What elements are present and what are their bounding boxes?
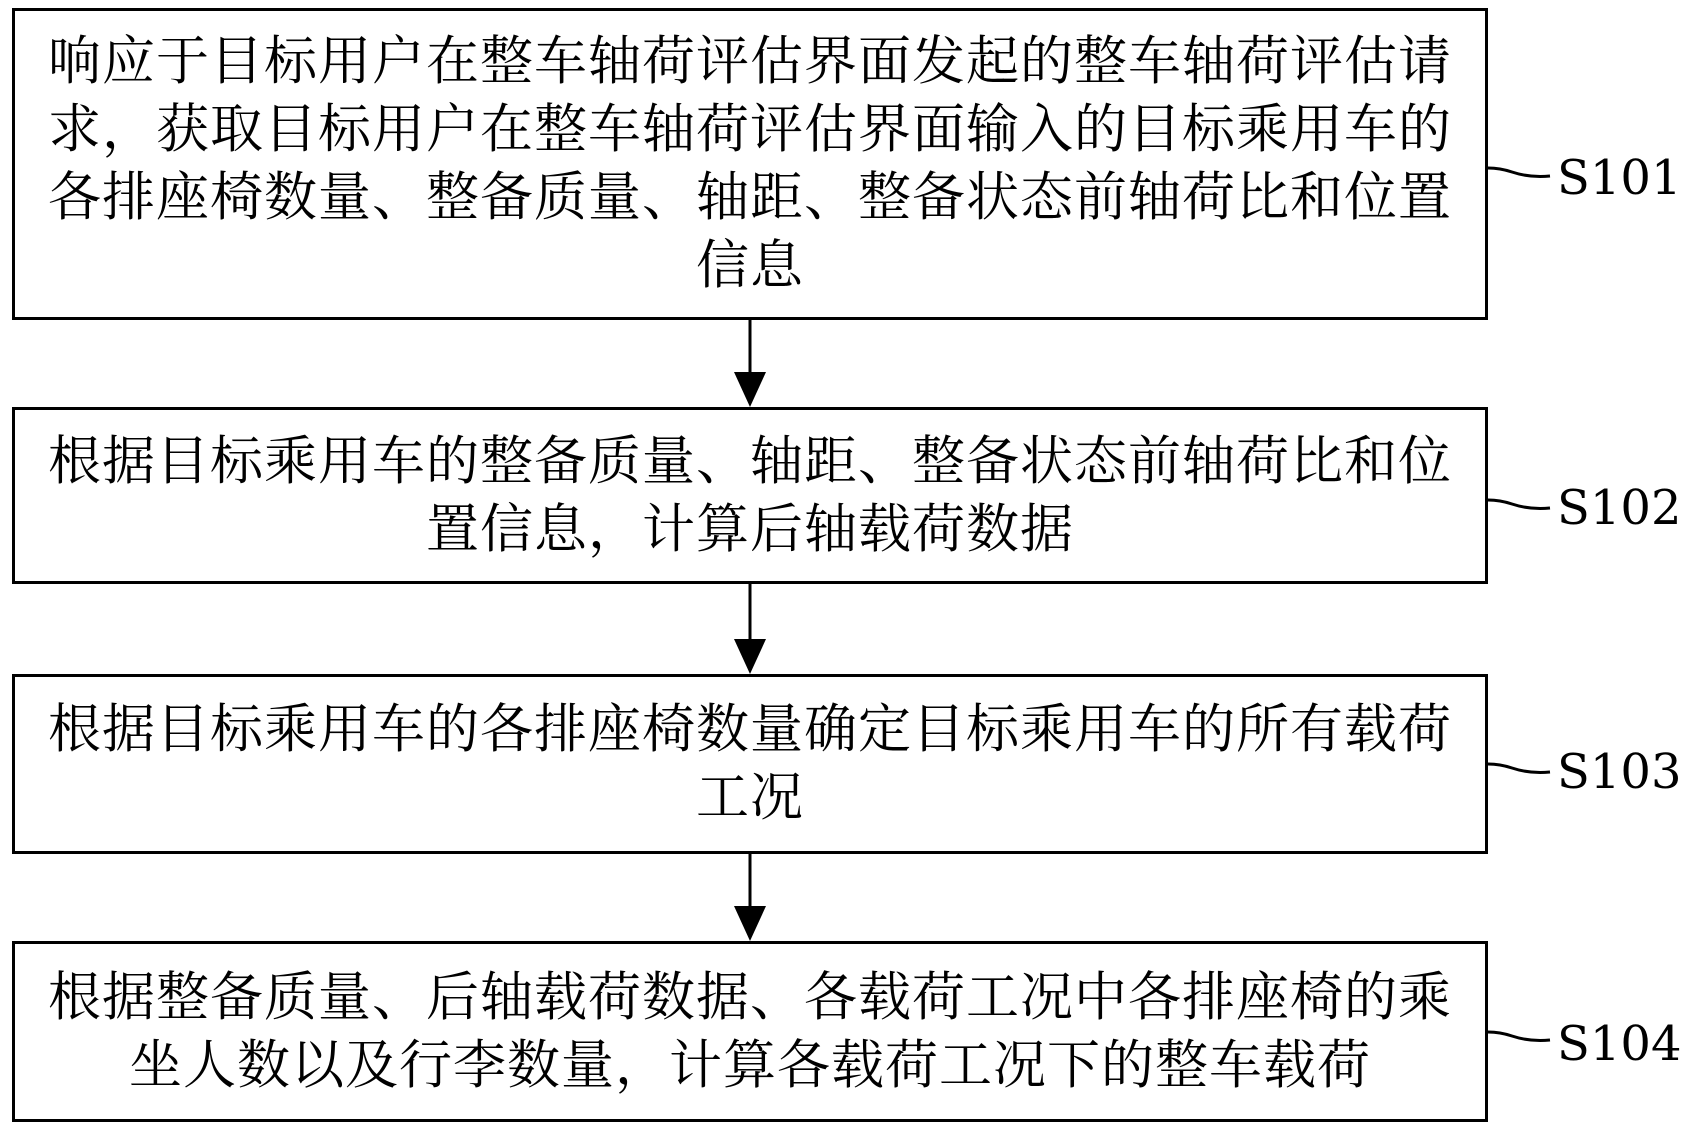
step-label-s103: S103	[1557, 744, 1681, 800]
step-box-s101	[12, 8, 1488, 320]
step-label-s101: S101	[1557, 150, 1681, 206]
step-box-s104	[12, 941, 1488, 1122]
step-box-s102	[12, 407, 1488, 584]
step-text-s102: 根据目标乘用车的整备质量、轴距、整备状态前轴荷比和位置信息，计算后轴载荷数据	[48, 430, 1452, 560]
leader-line-s103	[1488, 764, 1550, 773]
leader-line-s102	[1488, 500, 1550, 509]
step-box-s103	[12, 674, 1488, 854]
step-label-s104: S104	[1557, 1016, 1681, 1072]
flow-arrow-s103-s104	[734, 854, 766, 941]
flow-arrow-s101-s102	[734, 320, 766, 407]
step-text-s101: 响应于目标用户在整车轴荷评估界面发起的整车轴荷评估请求，获取目标用户在整车轴荷评估界面输入的目标乘用车的各排座椅数量、整备质量、轴距、整备状态前轴荷比和位置信息	[48, 31, 1452, 296]
step-label-s102: S102	[1557, 480, 1681, 536]
leader-line-s101	[1488, 168, 1550, 177]
leader-line-s104	[1488, 1032, 1550, 1041]
flow-arrow-s102-s103	[734, 584, 766, 674]
step-text-s103: 根据目标乘用车的各排座椅数量确定目标乘用车的所有载荷工况	[48, 699, 1452, 828]
step-text-s104: 根据整备质量、后轴载荷数据、各载荷工况中各排座椅的乘坐人数以及行李数量，计算各载荷工况下的整车载荷	[48, 966, 1452, 1096]
